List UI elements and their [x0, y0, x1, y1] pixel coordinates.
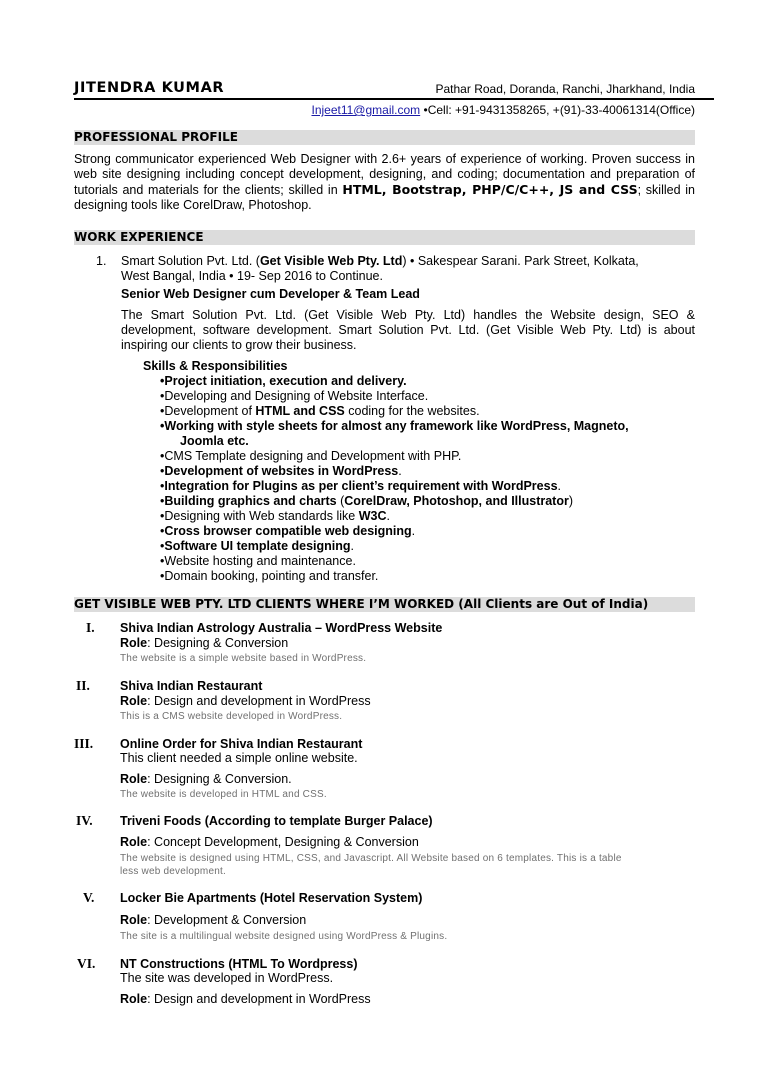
job-number: 1.: [96, 254, 107, 268]
client-number: VI.: [77, 956, 96, 971]
work-heading: WORK EXPERIENCE: [74, 230, 695, 245]
client-role: Role: Concept Development, Designing & Conversion: [120, 835, 419, 849]
client-title: NT Constructions (HTML To Wordpress): [120, 957, 358, 971]
email-link[interactable]: Injeet11@gmail.com: [311, 103, 421, 117]
list-item: •Development of HTML and CSS coding for the websites.: [160, 404, 480, 418]
client-description: This client needed a simple online website.: [120, 751, 358, 765]
list-item: •Working with style sheets for almost any framework like WordPress, Magneto,: [160, 419, 629, 433]
client-title: Shiva Indian Astrology Australia – WordPress Website: [120, 621, 443, 635]
header-divider: [74, 98, 714, 100]
phone-numbers: •Cell: +91-9431358265, +(91)-33-40061314(Office): [420, 103, 695, 117]
client-number: II.: [76, 678, 90, 693]
company-line: Smart Solution Pvt. Ltd. (Get Visible Web Pty. Ltd) • Sakespear Sarani. Park Street, Kolkata,: [121, 254, 639, 268]
list-item-continued: Joomla etc.: [180, 434, 249, 448]
client-number: I.: [86, 620, 95, 635]
contact-line: [311, 103, 695, 117]
skills-heading: Skills & Responsibilities: [143, 359, 288, 373]
client-note: The website is a simple website based in WordPress.: [120, 653, 367, 664]
client-description: The site was developed in WordPress.: [120, 971, 334, 985]
client-title: Online Order for Shiva Indian Restaurant: [120, 737, 363, 751]
list-item: •Software UI template designing.: [160, 539, 355, 553]
client-role: Role: Design and development in WordPress: [120, 992, 371, 1006]
client-number: V.: [83, 890, 95, 905]
client-role: Role: Development & Conversion: [120, 913, 307, 927]
list-item: •Domain booking, pointing and transfer.: [160, 569, 379, 583]
client-role: Role: Design and development in WordPress: [120, 694, 371, 708]
client-title: Shiva Indian Restaurant: [120, 679, 263, 693]
list-item: •Developing and Designing of Website Interface.: [160, 389, 429, 403]
client-note: The website is designed using HTML, CSS, and Javascript. All Website based on 6 templates. This is a table: [120, 853, 622, 864]
client-note: less web development.: [120, 866, 226, 877]
candidate-name: JITENDRA KUMAR: [74, 80, 225, 96]
client-role: Role: Designing & Conversion.: [120, 772, 292, 786]
profile-bold-skills: HTML, Bootstrap, PHP/C/C++, JS and CSS: [342, 182, 638, 197]
clients-heading: GET VISIBLE WEB PTY. LTD CLIENTS WHERE I’M WORKED (All Clients are Out of India): [74, 597, 695, 612]
profile-text: Strong communicator experienced Web Designer with 2.6+ years of experience of working. Proven success in web site designing including concept development, designing, and coding; documentation and preparation of tutorials and materials for the clients; skilled in HTML, Bootstrap, PHP/C/C++, JS and CSS; skilled in designing tools like CorelDraw, Photoshop.: [74, 152, 695, 212]
job-title: Senior Web Designer cum Developer & Team Lead: [121, 287, 420, 301]
list-item: •Building graphics and charts (CorelDraw, Photoshop, and Illustrator): [160, 494, 574, 508]
company-location: West Bangal, India • 19- Sep 2016 to Continue.: [121, 269, 383, 283]
list-item: •Cross browser compatible web designing.: [160, 524, 416, 538]
job-description: The Smart Solution Pvt. Ltd. (Get Visible Web Pty. Ltd) handles the Website design, SEO & development, software development. Smart Solution Pvt. Ltd. (Get Visible Web Pty. Ltd) is about inspiring our clients to grow their business.: [121, 308, 695, 352]
list-item: •Project initiation, execution and delivery.: [160, 374, 407, 388]
list-item: •CMS Template designing and Development with PHP.: [160, 449, 462, 463]
client-number: III.: [74, 736, 94, 751]
client-note: The site is a multilingual website designed using WordPress & Plugins.: [120, 931, 448, 942]
list-item: •Designing with Web standards like W3C.: [160, 509, 390, 523]
list-item: •Integration for Plugins as per client’s requirement with WordPress.: [160, 479, 562, 493]
client-note: The website is developed in HTML and CSS.: [120, 789, 327, 800]
list-item: •Website hosting and maintenance.: [160, 554, 356, 568]
list-item: •Development of websites in WordPress.: [160, 464, 402, 478]
client-title: Triveni Foods (According to template Burger Palace): [120, 814, 433, 828]
address: Pathar Road, Doranda, Ranchi, Jharkhand, India: [435, 82, 695, 96]
client-note: This is a CMS website developed in WordPress.: [120, 711, 343, 722]
client-number: IV.: [76, 813, 93, 828]
client-role: Role: Designing & Conversion: [120, 636, 289, 650]
client-title: Locker Bie Apartments (Hotel Reservation System): [120, 891, 423, 905]
profile-heading: PROFESSIONAL PROFILE: [74, 130, 695, 145]
